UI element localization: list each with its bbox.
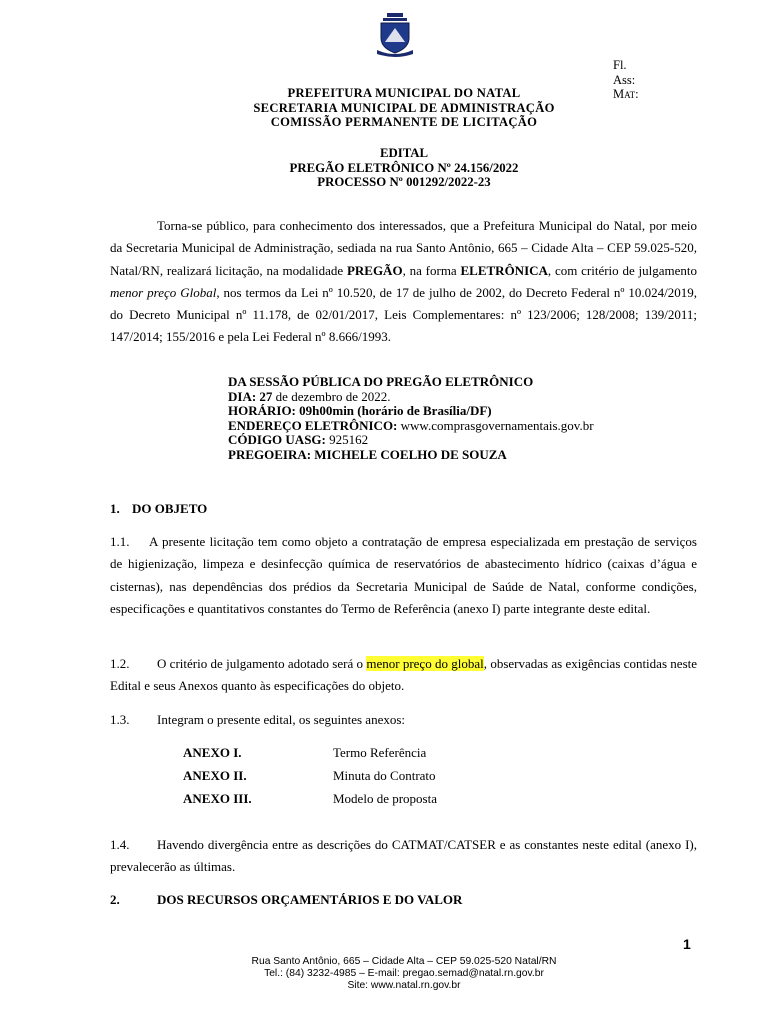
section-1-number: 1. xyxy=(110,501,120,516)
page-footer xyxy=(0,956,770,991)
natal-crest-logo xyxy=(373,12,417,58)
annex-value: Modelo de proposta xyxy=(333,791,437,806)
pregao-number: PREGÃO ELETRÔNICO Nº 24.156/2022 xyxy=(289,160,519,175)
intro-criterio: menor preço Global xyxy=(110,284,217,300)
section-2-number: 2. xyxy=(110,892,120,907)
header-line-1: PREFEITURA MUNICIPAL DO NATAL xyxy=(287,86,521,100)
footer-address: Rua Santo Antônio, 665 – Cidade Alta – CEP 59.025-520 Natal/RN xyxy=(251,956,557,967)
item-1-4-text: Havendo divergência entre as descrições do CATMAT/CATSER e as constantes neste edital (anexo I), prevalecerão as últimas. xyxy=(110,837,697,875)
annex-list xyxy=(183,741,437,810)
intro-text-4: , nos termos da Lei nº 10.520, de 17 de julho de 2002, do Decreto Federal nº 10.024/2019, do Decreto Municipal nº 11.178, de 02/01/2017, Leis Complementares: nº 123/2006; 128/2008; 139/2011; 147/2014; 155/2016 e pela Lei Federal nº 8.666/1993. xyxy=(110,284,697,345)
intro-text-2: , na forma xyxy=(402,262,461,278)
item-1-3-text: Integram o presente edital, os seguintes anexos: xyxy=(157,712,406,727)
annex-value: Minuta do Contrato xyxy=(333,768,436,783)
intro-text-3: , com critério de julgamento xyxy=(547,262,697,278)
item-1-2-number: 1.2. xyxy=(110,656,130,671)
item-1-2-text-pre: O critério de julgamento adotado será o xyxy=(157,656,367,671)
intro-modalidade: PREGÃO xyxy=(346,262,403,278)
annex-key: ANEXO I. xyxy=(183,745,242,760)
document-header xyxy=(0,86,770,130)
page-number: 1 xyxy=(683,936,691,952)
section-2-heading xyxy=(110,892,462,908)
session-title: DA SESSÃO PÚBLICA DO PREGÃO ELETRÔNICO xyxy=(228,374,534,389)
footer-site: Site: www.natal.rn.gov.br xyxy=(347,979,461,991)
item-1-4 xyxy=(110,834,697,879)
annex-value: Termo Referência xyxy=(333,745,427,760)
section-2-title: DOS RECURSOS ORÇAMENTÁRIOS E DO VALOR xyxy=(157,892,463,907)
ass-label: Ass: xyxy=(613,72,636,87)
session-horario: HORÁRIO: 09h00min (horário de Brasília/DF) xyxy=(228,403,492,419)
session-uasg-label: CÓDIGO UASG: xyxy=(228,432,326,448)
session-info xyxy=(228,375,594,463)
session-endereco-value: www.comprasgovernamentais.gov.br xyxy=(397,417,594,433)
section-1-title: DO OBJETO xyxy=(132,501,208,516)
session-uasg-value: 925162 xyxy=(325,432,369,448)
section-1-heading xyxy=(110,501,207,517)
session-dia-value: de dezembro de 2022. xyxy=(272,388,391,404)
item-1-3 xyxy=(110,709,697,731)
footer-contact: Tel.: (84) 3232-4985 – E-mail: pregao.semad@natal.rn.gov.br xyxy=(264,967,544,979)
item-1-2 xyxy=(110,653,697,698)
annex-row xyxy=(183,787,437,810)
edital-title-block xyxy=(0,146,770,190)
edital-title: EDITAL xyxy=(379,146,429,160)
annex-key: ANEXO III. xyxy=(183,791,252,806)
session-pregoeira: PREGOEIRA: MICHELE COELHO DE SOUZA xyxy=(228,446,507,462)
item-1-3-number: 1.3. xyxy=(110,712,130,727)
item-1-1-number: 1.1. xyxy=(110,534,130,549)
mat-label: Mat: xyxy=(613,87,639,101)
header-line-3: COMISSÃO PERMANENTE DE LICITAÇÃO xyxy=(270,115,538,130)
annex-row xyxy=(183,764,437,787)
annex-key: ANEXO II. xyxy=(183,768,247,783)
item-1-2-text-post: , observadas as exigências contidas neste Edital e seus Anexos quanto às especificações do objeto. xyxy=(110,656,698,694)
item-1-4-number: 1.4. xyxy=(110,837,130,852)
intro-paragraph xyxy=(110,215,697,349)
processo-number: PROCESSO Nº 001292/2022-23 xyxy=(317,175,491,190)
header-line-2: SECRETARIA MUNICIPAL DE ADMINISTRAÇÃO xyxy=(253,100,555,115)
session-endereco-label: ENDEREÇO ELETRÔNICO: xyxy=(228,417,398,433)
fl-label: Fl. xyxy=(613,58,627,72)
annex-row xyxy=(183,741,437,764)
session-dia-label: DIA: 27 xyxy=(228,388,273,404)
intro-text-1: Torna-se público, para conhecimento dos interessados, que a Prefeitura Municipal do Natal, por meio da Secretaria Municipal de Administração, sediada na rua Santo Antônio, 665 – Cidade Alta – CEP 59.025-520, Natal/RN, realizará licitação, na modalidade xyxy=(110,218,697,278)
item-1-2-highlight: menor preço do global xyxy=(366,656,484,671)
item-1-1 xyxy=(110,531,697,620)
intro-forma: ELETRÔNICA xyxy=(460,262,548,278)
item-1-1-text: A presente licitação tem como objeto a contratação de empresa especializada em prestação de serviços de higienização, limpeza e desinfecção química de reservatórios de abastecimento hídrico (caixas d’água e cisternas), nas dependências dos prédios da Secretaria Municipal de Saúde de Natal, conforme condições, especificações e quantitativos constantes do Termo de Referência (anexo I) parte integrante deste edital. xyxy=(110,534,697,616)
